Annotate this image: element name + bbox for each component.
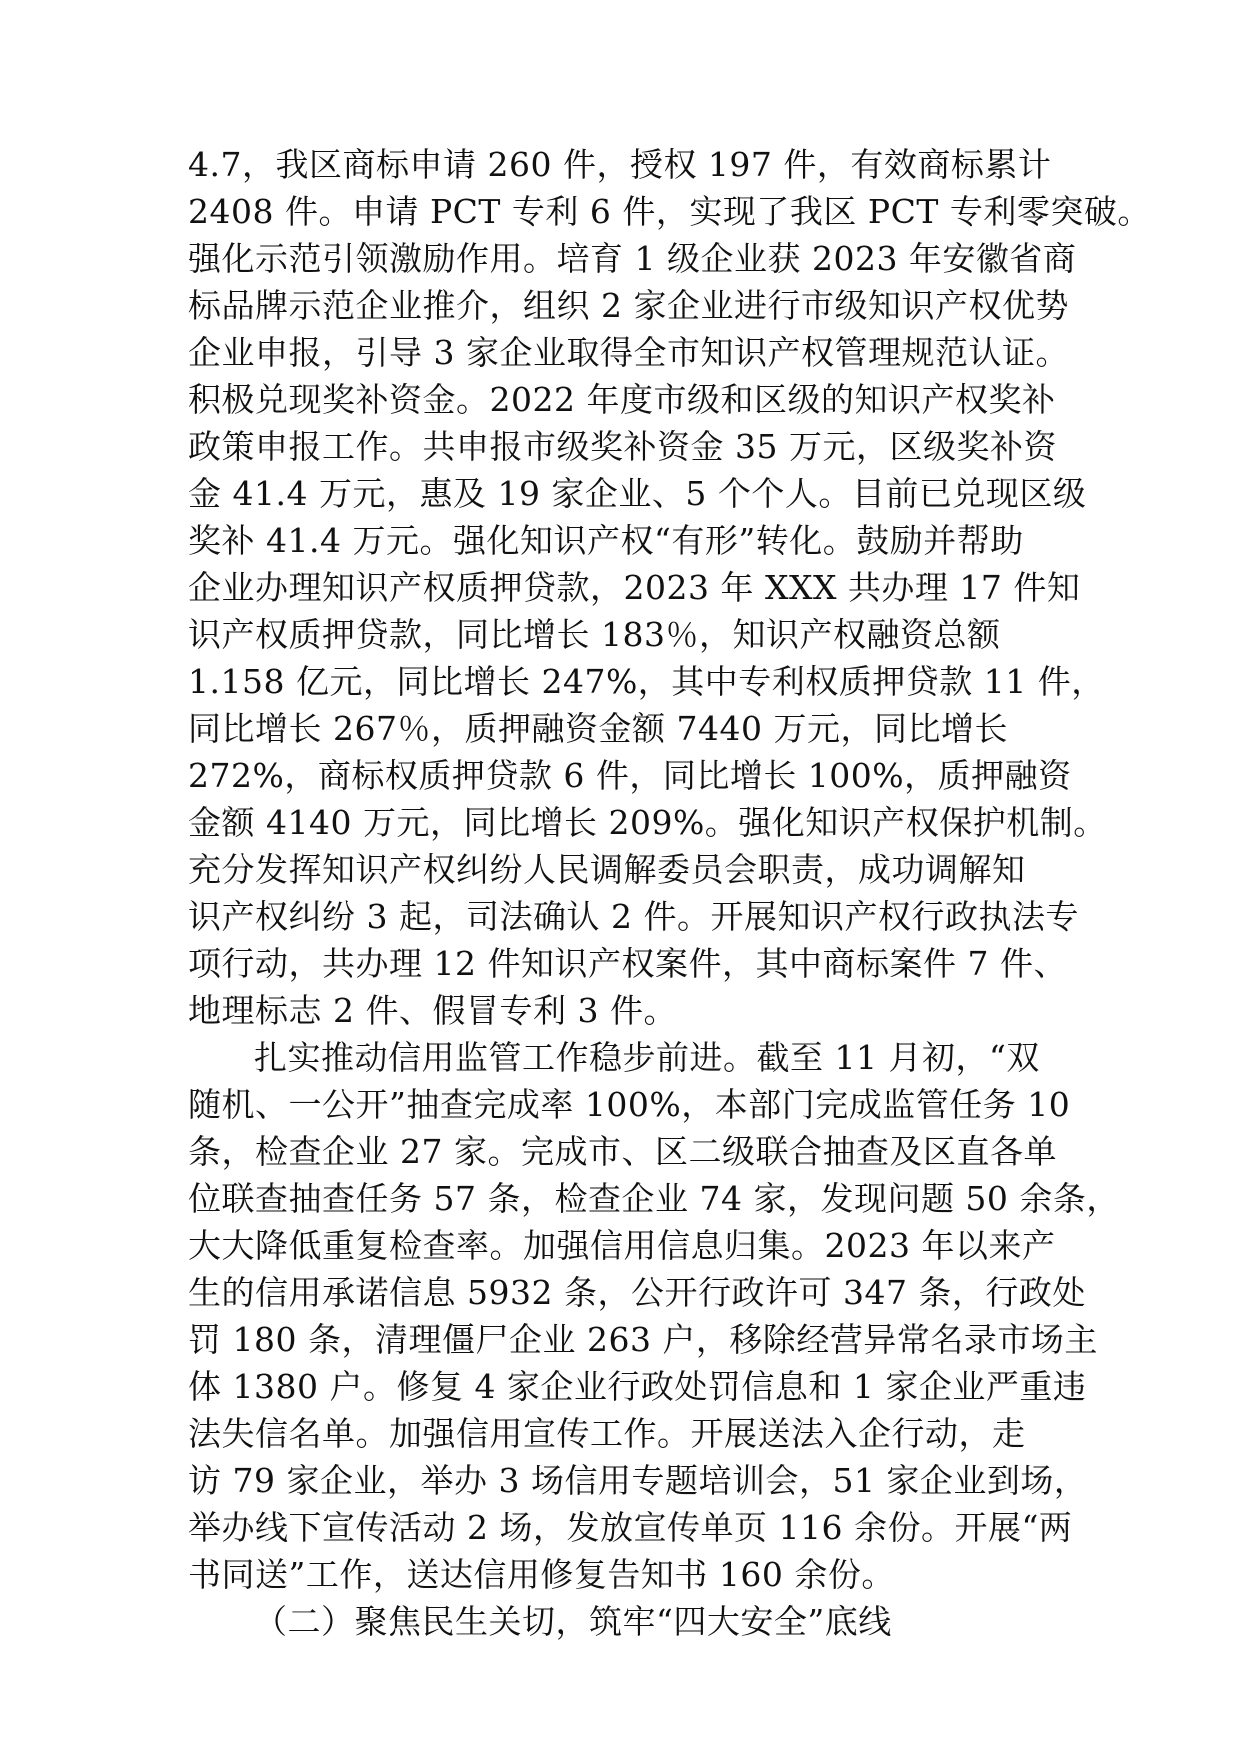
text-line: 生的信用承诺信息 5932 条，公开行政许可 347 条，行政处 bbox=[188, 1273, 1086, 1312]
text-line: 项行动，共办理 12 件知识产权案件，其中商标案件 7 件、 bbox=[188, 944, 1067, 983]
text-line: 同比增长 267％，质押融资金额 7440 万元，同比增长 bbox=[188, 709, 1008, 748]
text-line: 位联查抽查任务 57 条，检查企业 74 家，发现问题 50 余条， bbox=[188, 1179, 1120, 1218]
text-line: 举办线下宣传活动 2 场，发放宣传单页 116 余份。开展“两 bbox=[188, 1508, 1073, 1547]
text-line: 企业办理知识产权质押贷款，2023 年 XXX 共办理 17 件知 bbox=[188, 568, 1081, 607]
text-line: 识产权纠纷 3 起，司法确认 2 件。开展知识产权行政执法专 bbox=[188, 897, 1079, 936]
text-line: 金额 4140 万元，同比增长 209%。强化知识产权保护机制。 bbox=[188, 803, 1107, 842]
text-line: 法失信名单。加强信用宣传工作。开展送法入企行动，走 bbox=[188, 1414, 1026, 1453]
text-line: 书同送”工作，送达信用修复告知书 160 余份。 bbox=[188, 1555, 895, 1594]
text-line: 1.158 亿元，同比增长 247%，其中专利权质押贷款 11 件， bbox=[188, 662, 1105, 701]
paragraph-start-line: 扎实推动信用监管工作稳步前进。截至 11 月初，“双 bbox=[254, 1038, 1040, 1077]
text-line: 标品牌示范企业推介，组织 2 家企业进行市级知识产权优势 bbox=[188, 286, 1069, 325]
text-line: 政策申报工作。共申报市级奖补资金 35 万元，区级奖补资 bbox=[188, 427, 1057, 466]
text-line: 体 1380 户。修复 4 家企业行政处罚信息和 1 家企业严重违 bbox=[188, 1367, 1087, 1406]
text-line: 金 41.4 万元，惠及 19 家企业、5 个个人。目前已兑现区级 bbox=[188, 474, 1087, 513]
text-line: 强化示范引领激励作用。培育 1 级企业获 2023 年安徽省商 bbox=[188, 239, 1077, 278]
text-line: 罚 180 条，清理僵尸企业 263 户，移除经营异常名录市场主 bbox=[188, 1320, 1098, 1359]
text-line: 随机、一公开”抽查完成率 100%，本部门完成监管任务 10 bbox=[188, 1085, 1071, 1124]
text-line: 地理标志 2 件、假冒专利 3 件。 bbox=[188, 991, 677, 1030]
text-line: 条，检查企业 27 家。完成市、区二级联合抽查及区直各单 bbox=[188, 1132, 1057, 1171]
text-line: 4.7，我区商标申请 260 件，授权 197 件，有效商标累计 bbox=[188, 145, 1052, 184]
text-line: 访 79 家企业，举办 3 场信用专题培训会，51 家企业到场， bbox=[188, 1461, 1088, 1500]
text-line: 大大降低重复检查率。加强信用信息归集。2023 年以来产 bbox=[188, 1226, 1056, 1265]
text-line: 奖补 41.4 万元。强化知识产权“有形”转化。鼓励并帮助 bbox=[188, 521, 1024, 560]
text-line: 2408 件。申请 PCT 专利 6 件，实现了我区 PCT 专利零突破。 bbox=[188, 192, 1151, 231]
text-line: 272%，商标权质押贷款 6 件，同比增长 100%，质押融资 bbox=[188, 756, 1072, 795]
section-heading: （二）聚焦民生关切，筑牢“四大安全”底线 bbox=[254, 1602, 892, 1641]
text-line: 识产权质押贷款，同比增长 183％，知识产权融资总额 bbox=[188, 615, 1001, 654]
text-line: 积极兑现奖补资金。2022 年度市级和区级的知识产权奖补 bbox=[188, 380, 1056, 419]
text-line: 企业申报，引导 3 家企业取得全市知识产权管理规范认证。 bbox=[188, 333, 1069, 372]
text-line: 充分发挥知识产权纠纷人民调解委员会职责，成功调解知 bbox=[188, 850, 1026, 889]
